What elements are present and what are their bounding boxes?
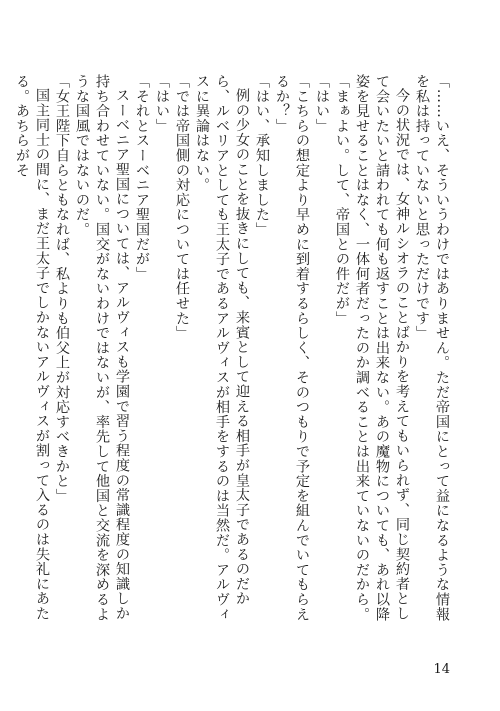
paragraph-11: スーベニア聖国については、アルヴィスも学園で習う程度の常識程度の知識しか持ち合わせていない。国交がないわけではないが、率先して他国と交流を深めるような国風ではないのだ。: [74, 74, 130, 622]
paragraph-1: 「……いえ、そういうわけではありません。ただ帝国にとって益になるような情報を私は持っていないと思っただけです」: [414, 74, 450, 622]
paragraph-5: 「こちらの想定より早めに到着するらしく、そのつもりで予定を組んでいてもらえるか？」: [274, 74, 310, 622]
paragraph-3: 「まぁよい。して、帝国との件だが」: [334, 74, 350, 326]
page-number: 14: [433, 662, 450, 677]
paragraph-13: 国主同士の間に、まだ王太子でしかないアルヴィスが割って入るのは失礼にあたる。あちらがそ: [14, 74, 50, 621]
paragraph-2: 今の状況では、女神ルシオラのことばかりを考えてもいられず、同じ契約者として会いたいと請われても何も返すことは出来ない。あの魔物についても、あれ以降姿を見せることはなく、一体何者だったのか調べることは出来ていないのだから。: [354, 74, 410, 622]
body-text: [12, 74, 452, 634]
paragraph-9: 「はい」: [154, 74, 170, 134]
paragraph-8: 「では帝国側の対応については任せた」: [174, 74, 190, 341]
paragraph-7: 例の少女のことを抜きにしても、来賓として迎える相手が皇太子であるのだから、ルベリアとしても王太子であるアルヴィスが相手をするのは当然だ。アルヴィスに異論はない。: [194, 74, 250, 622]
paragraph-10: 「それとスーベニア聖国だが」: [134, 74, 150, 282]
paragraph-12: 「女王陛下自らともなれば、私よりも伯父上が対応すべきかと」: [54, 74, 70, 504]
paragraph-4: 「はい」: [314, 74, 330, 134]
paragraph-6: 「はい、承知しました」: [254, 74, 270, 237]
